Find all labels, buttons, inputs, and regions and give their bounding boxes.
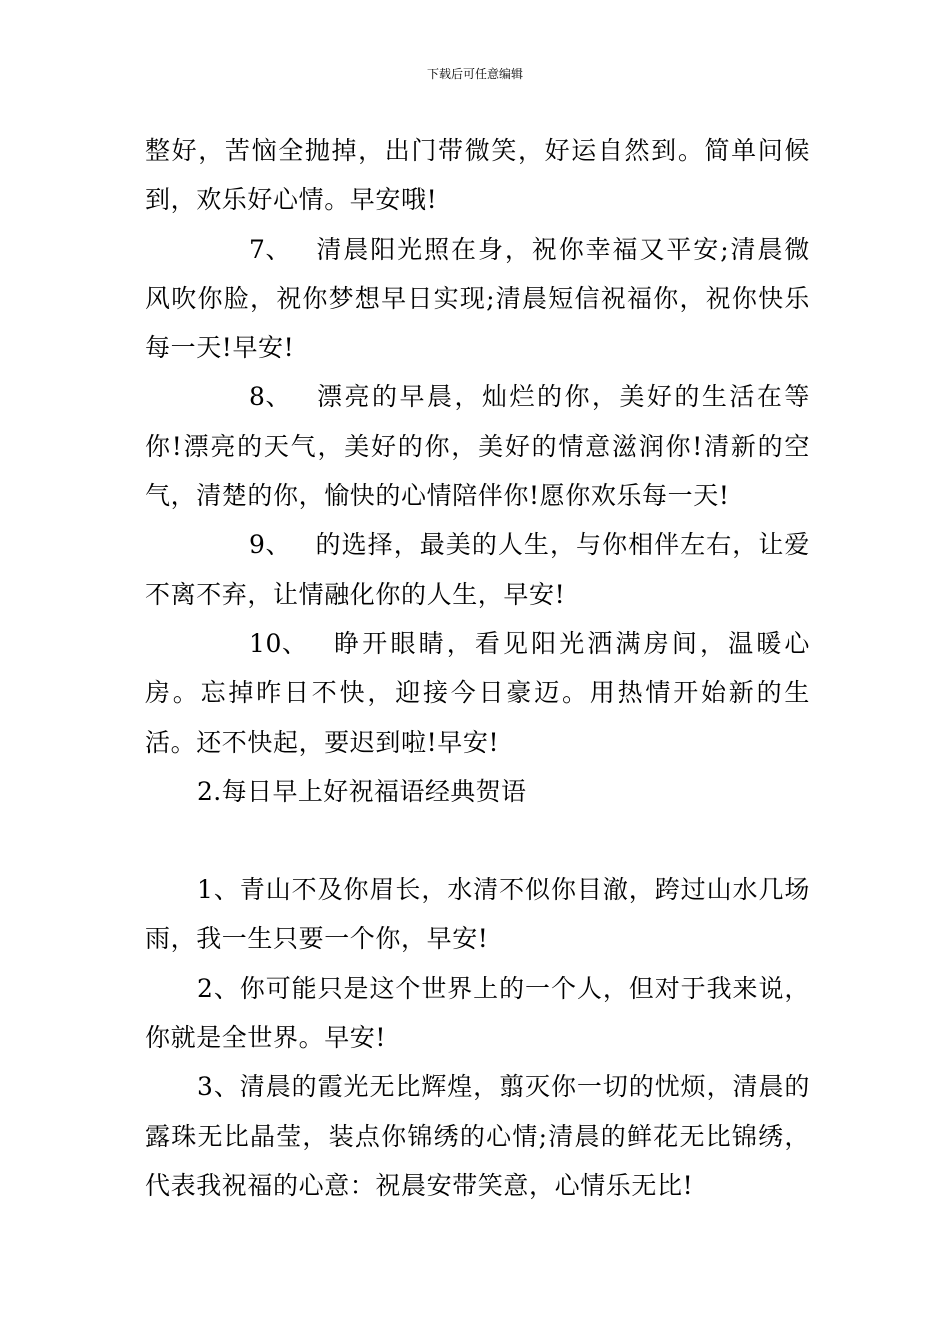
list-item: 3、清晨的霞光无比辉煌，翦灭你一切的忧烦，清晨的露珠无比晶莹，装点你锦绣的心情;清晨的鲜花无比锦绣，代表我祝福的心意：祝晨安带笑意，心情乐无比! — [145, 1072, 810, 1200]
list-item: 1、青山不及你眉长，水清不似你目澈，跨过山水几场雨，我一生只要一个你，早安! — [145, 875, 810, 954]
item-number: 8、 — [249, 382, 292, 412]
list-item: 2、你可能只是这个世界上的一个人，但对于我来说，你就是全世界。早安! — [145, 973, 810, 1053]
item-number: 7、 — [249, 234, 292, 264]
list-item — [145, 372, 810, 520]
item-number: 9、 — [249, 530, 292, 560]
section-title: 2.每日早上好祝福语经典贺语 — [197, 776, 527, 806]
item-text: 的选择，最美的人生，与你相伴左右，让爱不离不弃，让情融化你的人生，早安! — [145, 530, 810, 609]
page-header-note: 下载后可任意编辑 — [426, 67, 523, 81]
intro-paragraph: 整好，苦恼全抛掉，出门带微笑，好运自然到。简单问候到，欢乐好心情。早安哦! — [145, 136, 810, 215]
list-item — [145, 619, 810, 767]
list-item — [145, 225, 810, 373]
list-item — [145, 520, 810, 619]
item-text: 睁开眼睛，看见阳光洒满房间，温暖心房。忘掉昨日不快，迎接今日豪迈。用热情开始新的生活。还不快起，要迟到啦!早安! — [145, 628, 810, 757]
document-body — [145, 126, 810, 1210]
item-text: 清晨阳光照在身，祝你幸福又平安;清晨微风吹你脸，祝你梦想早日实现;清晨短信祝福你，祝你快乐每一天!早安! — [145, 234, 810, 363]
item-text: 漂亮的早晨，灿烂的你，美好的生活在等你!漂亮的天气，美好的你，美好的情意滋润你!清新的空气，清楚的你，愉快的心情陪伴你!愿你欢乐每一天! — [145, 382, 810, 511]
item-number: 10、 — [249, 628, 308, 658]
blank-line — [145, 816, 810, 865]
